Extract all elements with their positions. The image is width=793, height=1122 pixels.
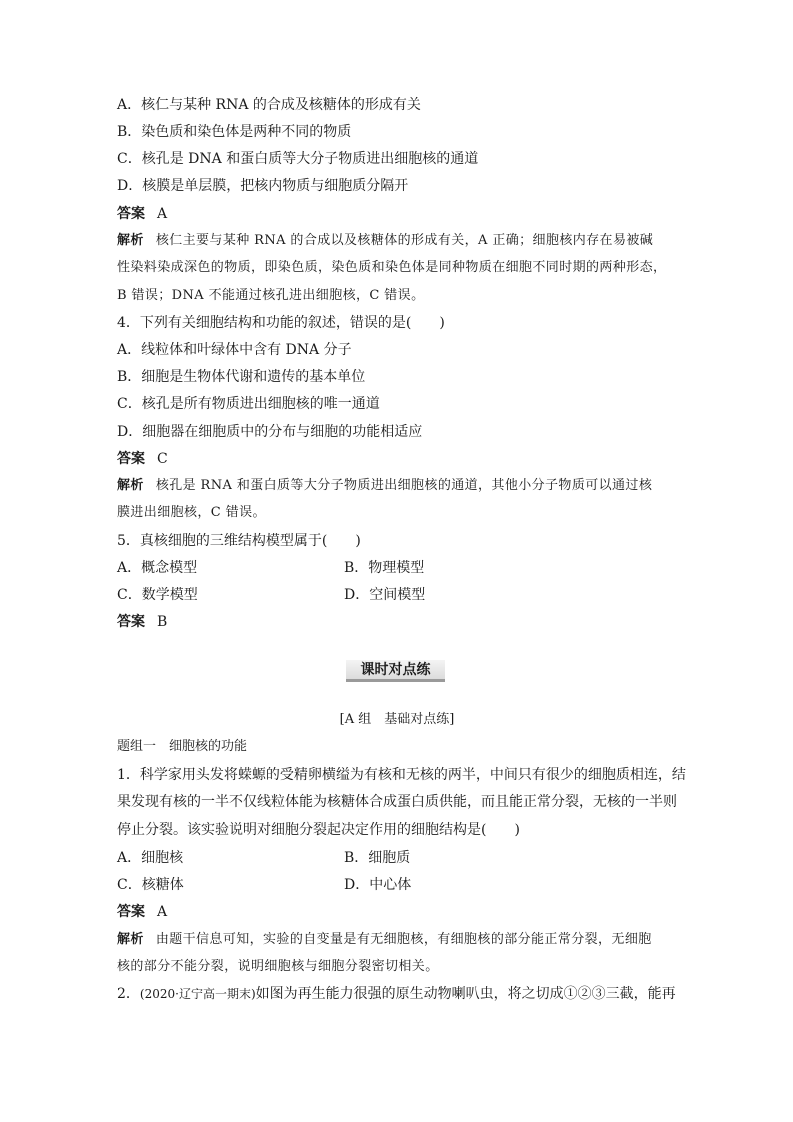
q5-option-d: D．空间模型 xyxy=(344,587,426,603)
p2-number: 2． xyxy=(117,986,140,1002)
q5-option-c: C．数学模型 xyxy=(117,587,198,603)
q5-answer xyxy=(117,613,167,631)
p2-source: (2020·辽宁高一期末) xyxy=(139,987,256,1001)
q3-option-a: A．核仁与某种 RNA 的合成及核糖体的形成有关 xyxy=(117,97,421,113)
q4-option-b: B．细胞是生物体代谢和遗传的基本单位 xyxy=(117,369,366,385)
q5-stem: 5．真核细胞的三维结构模型属于( ) xyxy=(117,533,361,549)
section-banner xyxy=(346,660,445,684)
q4-option-a: A．线粒体和叶绿体中含有 DNA 分子 xyxy=(117,342,352,358)
answer-label: 答案 xyxy=(117,904,145,920)
section-title: 题组一 细胞核的功能 xyxy=(117,739,248,754)
q3-explanation-line-1: 解析 核仁主要与某种 RNA 的合成以及核糖体的形成有关，A 正确；细胞核内存在易被碱 xyxy=(117,233,654,248)
q3-option-c: C．核孔是 DNA 和蛋白质等大分子物质进出细胞核的通道 xyxy=(117,151,479,167)
q5-option-b: B．物理模型 xyxy=(344,560,425,576)
q3-option-b: B．染色质和染色体是两种不同的物质 xyxy=(117,124,352,140)
q3-explanation-line-2: 性染料染成深色的物质，即染色质，染色质和染色体是同种物质在细胞不同时期的两种形态， xyxy=(117,260,667,275)
p1-option-b: B．细胞质 xyxy=(344,850,411,866)
q5-options-row-1 xyxy=(117,559,425,577)
q4-stem: 4．下列有关细胞结构和功能的叙述，错误的是( ) xyxy=(117,315,445,331)
p1-explanation-line-1: 解析 由题干信息可知，实验的自变量是有无细胞核，有细胞核的部分能正常分裂，无细胞 xyxy=(117,932,652,947)
p1-options-row-1 xyxy=(117,849,411,867)
q3-explanation-line-3: B 错误；DNA 不能通过核孔进出细胞核，C 错误。 xyxy=(117,288,425,303)
group-title: [A 组 基础对点练] xyxy=(339,712,455,727)
answer-label: 答案 xyxy=(117,451,145,467)
q5-options-row-2 xyxy=(117,586,426,604)
p1-options-row-2 xyxy=(117,876,412,894)
p1-option-c: C．核糖体 xyxy=(117,877,184,893)
explanation-label: 解析 xyxy=(117,478,144,493)
answer-label: 答案 xyxy=(117,614,145,630)
explanation-label: 解析 xyxy=(117,233,144,248)
answer-value: A xyxy=(157,206,168,222)
answer-value: C xyxy=(157,451,168,467)
q4-answer xyxy=(117,450,168,468)
q5-option-a: A．概念模型 xyxy=(117,560,198,576)
q3-option-d: D．核膜是单层膜，把核内物质与细胞质分隔开 xyxy=(117,178,409,194)
answer-label: 答案 xyxy=(117,206,145,222)
p1-option-d: D．中心体 xyxy=(344,877,412,893)
p1-answer xyxy=(117,903,167,921)
explanation-label: 解析 xyxy=(117,932,144,947)
q4-explanation-line-1: 解析 核孔是 RNA 和蛋白质等大分子物质进出细胞核的通道，其他小分子物质可以通过核 xyxy=(117,478,653,493)
banner-title: 课时对点练 xyxy=(360,662,431,678)
p1-stem-line-3: 停止分裂。该实验说明对细胞分裂起决定作用的细胞结构是( ) xyxy=(117,822,520,838)
answer-value: A xyxy=(157,904,168,920)
q4-option-d: D．细胞器在细胞质中的分布与细胞的功能相适应 xyxy=(117,424,423,440)
p1-stem-line-1: 1．科学家用头发将蝾螈的受精卵横缢为有核和无核的两半，中间只有很少的细胞质相连，结 xyxy=(117,767,686,783)
q4-option-c: C．核孔是所有物质进出细胞核的唯一通道 xyxy=(117,396,380,412)
answer-value: B xyxy=(157,614,168,630)
q3-answer xyxy=(117,205,167,223)
p1-option-a: A．细胞核 xyxy=(117,850,184,866)
q4-explanation-line-2: 膜进出细胞核，C 错误。 xyxy=(117,505,266,520)
p1-explanation-line-2: 核的部分不能分裂，说明细胞核与细胞分裂密切相关。 xyxy=(117,959,439,974)
p2-stem-text: 如图为再生能力很强的原生动物喇叭虫，将之切成①②③三截，能再 xyxy=(255,986,676,1002)
p1-stem-line-2: 果发现有核的一半不仅线粒体能为核糖体合成蛋白质供能，而且能正常分裂，无核的一半则 xyxy=(117,794,677,810)
p2-stem-line-1 xyxy=(117,985,676,1003)
